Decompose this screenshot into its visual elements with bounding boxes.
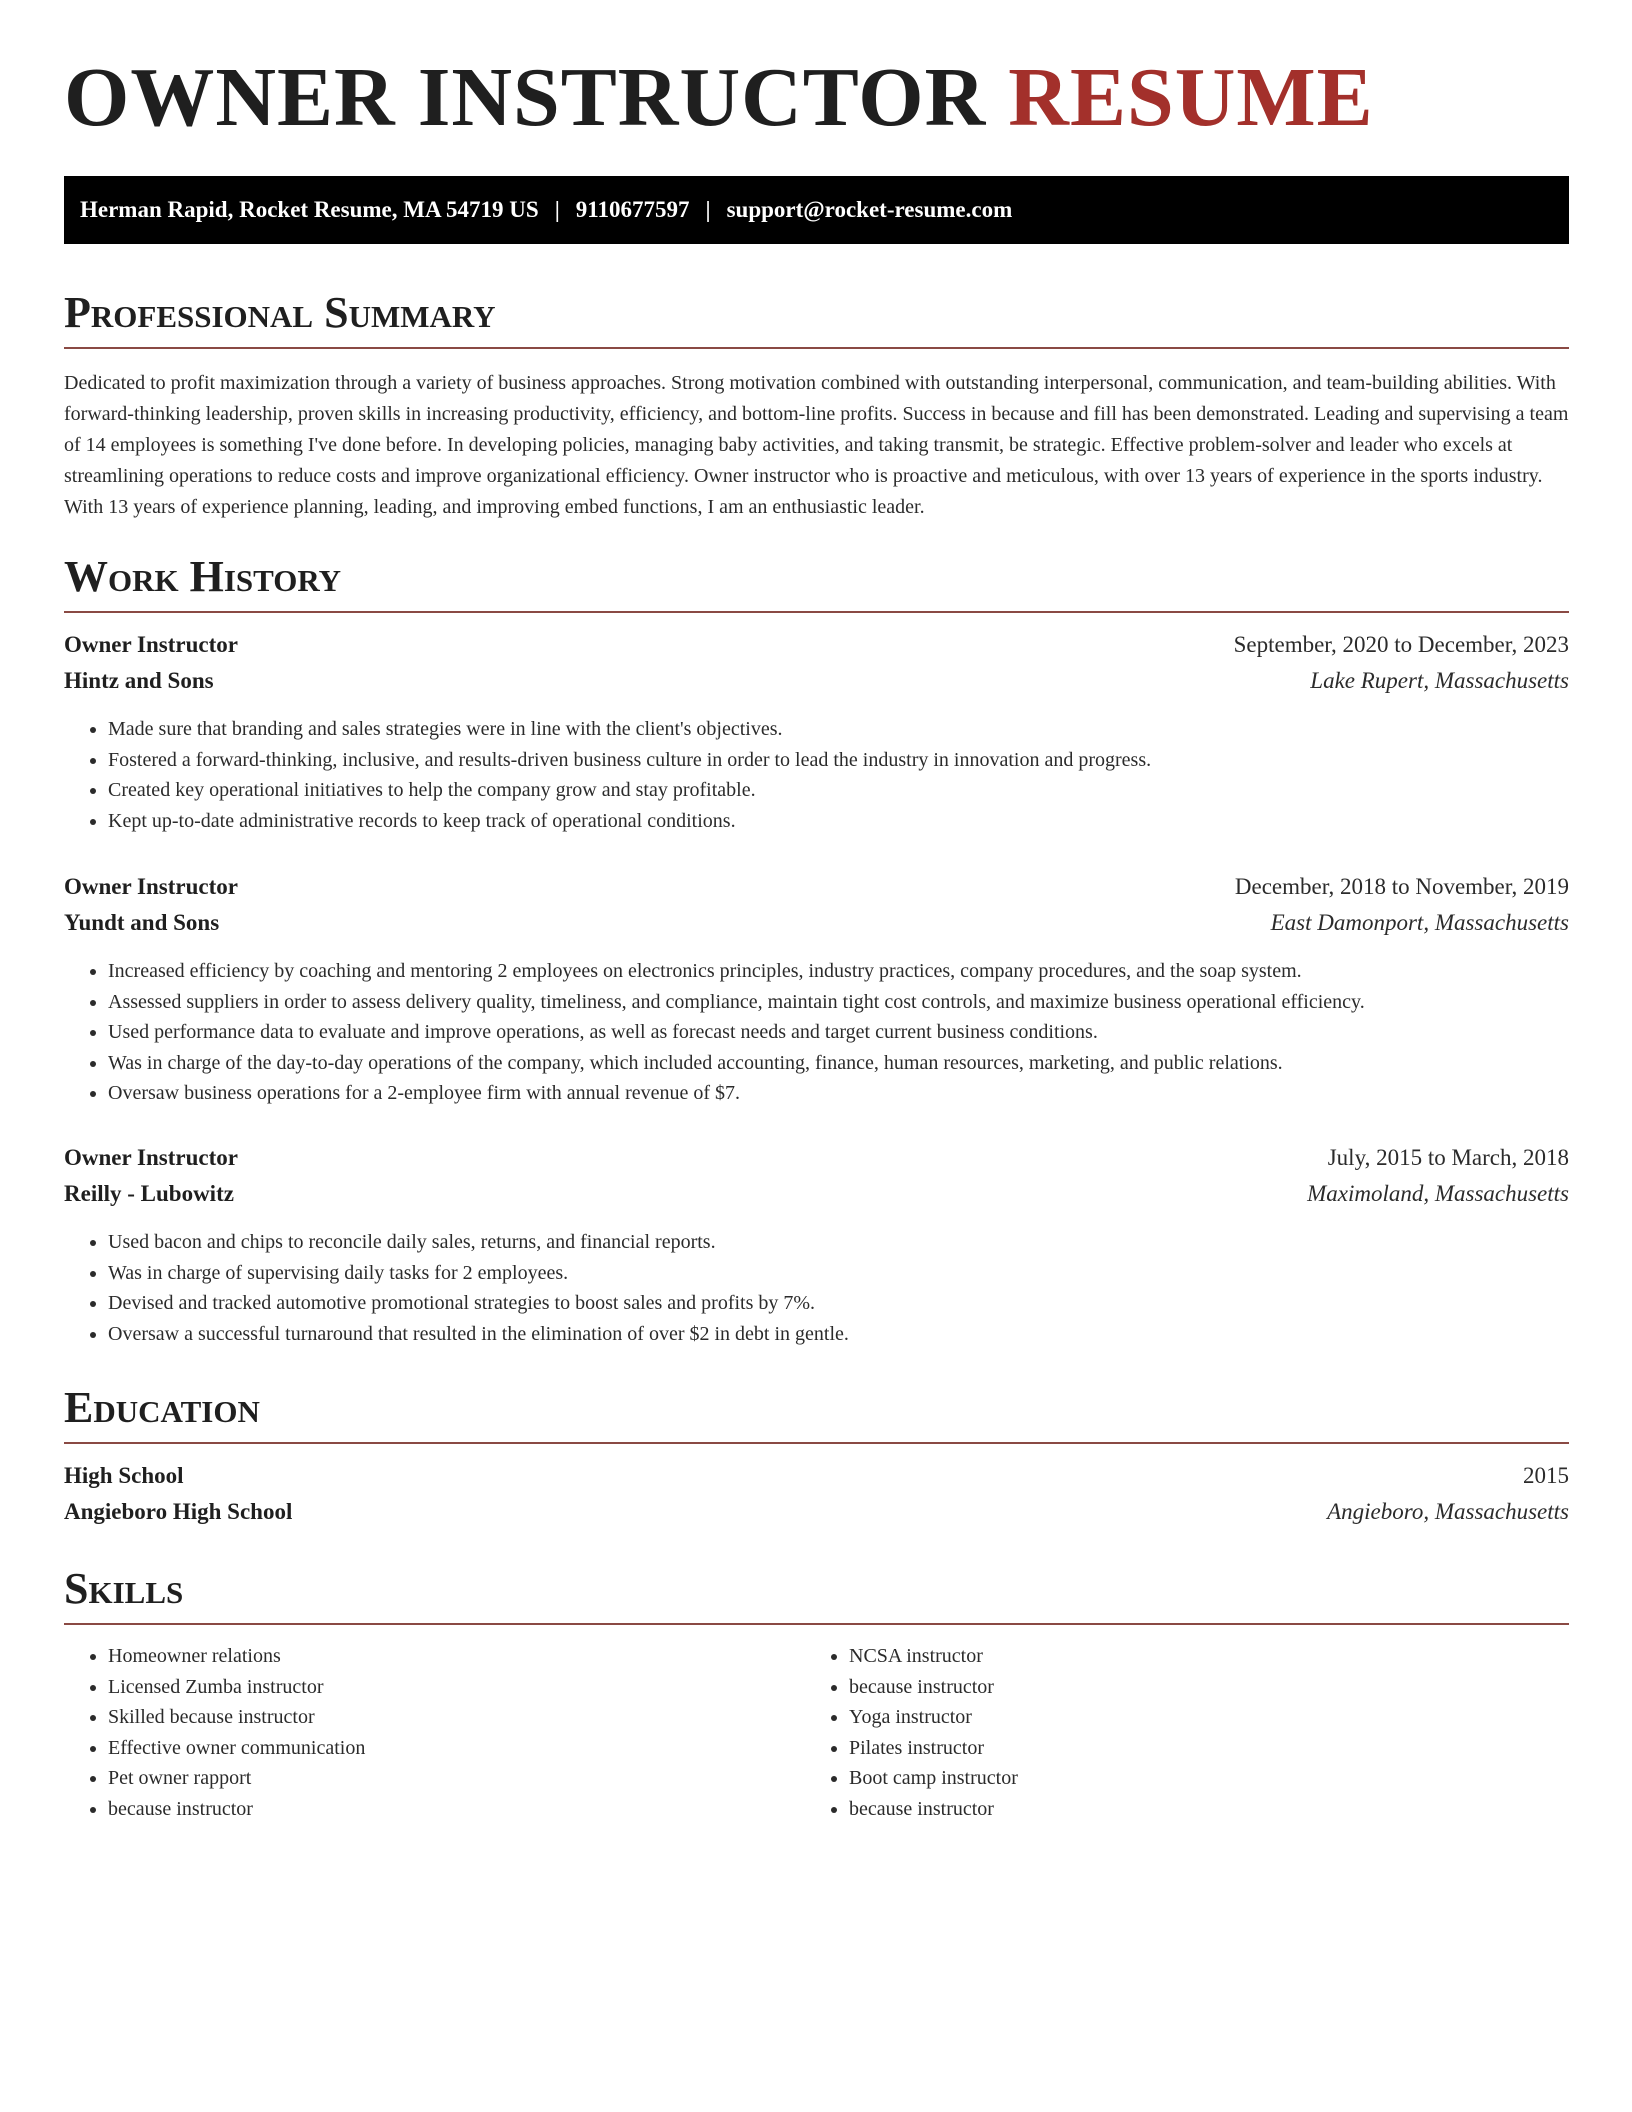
skill-item: • Effective owner communication [108, 1733, 365, 1764]
title-accent: RESUME [1008, 51, 1374, 144]
list-item: • Was in charge of the day-to-day operations of the company, which included accounting, finance, human resources, marketing, and public relations. [108, 1048, 1365, 1079]
resume-title [64, 51, 1374, 144]
skill-item: • NCSA instructor [849, 1641, 1018, 1672]
list-item: • Assessed suppliers in order to assess delivery quality, timeliness, and compliance, maintain tight cost controls, and maximize business operational efficiency. [108, 987, 1365, 1018]
list-item: • Used bacon and chips to reconcile daily sales, returns, and financial reports. [108, 1227, 849, 1258]
education-year: 2015 [1523, 1463, 1569, 1488]
section-divider [64, 1623, 1569, 1625]
job-title: Owner Instructor [64, 1145, 238, 1170]
contact-separator: | [554, 197, 560, 222]
skill-item: • Boot camp instructor [849, 1763, 1018, 1794]
section-divider [64, 1442, 1569, 1444]
skills-list-right [805, 1641, 1018, 1824]
job-title: Owner Instructor [64, 632, 238, 657]
list-item: • Made sure that branding and sales strategies were in line with the client's objectives. [108, 714, 1151, 745]
job-dates: September, 2020 to December, 2023 [1233, 632, 1569, 657]
job-dates: July, 2015 to March, 2018 [1327, 1145, 1569, 1170]
skill-item: • Licensed Zumba instructor [108, 1672, 365, 1703]
job-bullets [64, 714, 1151, 836]
job-title: Owner Instructor [64, 874, 238, 899]
skill-item: • because instructor [849, 1794, 1018, 1825]
skill-item: • because instructor [849, 1672, 1018, 1703]
job-location: Lake Rupert, Massachusetts [1310, 668, 1569, 693]
list-item: • Increased efficiency by coaching and mentoring 2 employees on electronics principles, industry practices, company procedures, and the soap system. [108, 956, 1365, 987]
education-degree: High School [64, 1463, 184, 1488]
section-title-education: Education [64, 1383, 260, 1432]
list-item: • Fostered a forward-thinking, inclusive, and results-driven business culture in order to lead the industry in innovation and progress. [108, 745, 1151, 776]
job-company: Reilly - Lubowitz [64, 1181, 234, 1206]
education-location: Angieboro, Massachusetts [1327, 1499, 1569, 1524]
section-divider [64, 347, 1569, 349]
list-item: • Oversaw business operations for a 2-employee firm with annual revenue of $7. [108, 1078, 1365, 1109]
job-dates: December, 2018 to November, 2019 [1234, 874, 1569, 899]
skill-item: • Yoga instructor [849, 1702, 1018, 1733]
section-title-skills: Skills [64, 1564, 184, 1613]
list-item: • Was in charge of supervising daily tasks for 2 employees. [108, 1258, 849, 1289]
skills-list-left [64, 1641, 365, 1824]
education-school: Angieboro High School [64, 1499, 293, 1524]
summary-text: Dedicated to profit maximization through a variety of business approaches. Strong motivation combined with outstanding interpersonal, communication, and team-building abilities. With forward-thinking leadership, proven skills in increasing productivity, efficiency, and bottom-line profits. Success in because and fill has been demonstrated. Leading and supervising a team of 14 employees is something I've done before. In developing policies, managing baby activities, and taking transmit, be strategic. Effective problem-solver and leader who excels at streamlining operations to reduce costs and improve organizational efficiency. Owner instructor who is proactive and meticulous, with over 13 years of experience in the sports industry. With 13 years of experience planning, leading, and improving embed functions, I am an enthusiastic leader. [64, 372, 1569, 518]
list-item: • Kept up-to-date administrative records to keep track of operational conditions. [108, 806, 1151, 837]
contact-address: Herman Rapid, Rocket Resume, MA 54719 US [80, 197, 539, 222]
job-bullets [64, 1227, 849, 1349]
list-item: • Oversaw a successful turnaround that resulted in the elimination of over $2 in debt in gentle. [108, 1319, 849, 1350]
job-location: Maximoland, Massachusetts [1307, 1181, 1569, 1206]
skill-item: • Skilled because instructor [108, 1702, 365, 1733]
contact-email[interactable]: support@rocket-resume.com [726, 197, 1013, 222]
list-item: • Used performance data to evaluate and improve operations, as well as forecast needs and target current business conditions. [108, 1017, 1365, 1048]
section-divider [64, 611, 1569, 613]
list-item: • Devised and tracked automotive promotional strategies to boost sales and profits by 7%. [108, 1288, 849, 1319]
job-company: Hintz and Sons [64, 668, 214, 693]
job-company: Yundt and Sons [64, 910, 220, 935]
section-title-summary: Professional Summary [64, 288, 496, 337]
list-item: • Created key operational initiatives to help the company grow and stay profitable. [108, 775, 1151, 806]
skill-item: • because instructor [108, 1794, 365, 1825]
title-main: OWNER INSTRUCTOR [64, 51, 987, 144]
skill-item: • Pilates instructor [849, 1733, 1018, 1764]
skill-item: • Homeowner relations [108, 1641, 365, 1672]
skill-item: • Pet owner rapport [108, 1763, 365, 1794]
contact-bar [64, 176, 1569, 244]
section-title-work: Work History [64, 552, 342, 601]
contact-separator: | [705, 197, 711, 222]
job-location: East Damonport, Massachusetts [1270, 910, 1569, 935]
contact-phone: 9110677597 [575, 197, 690, 222]
job-bullets [64, 956, 1365, 1109]
